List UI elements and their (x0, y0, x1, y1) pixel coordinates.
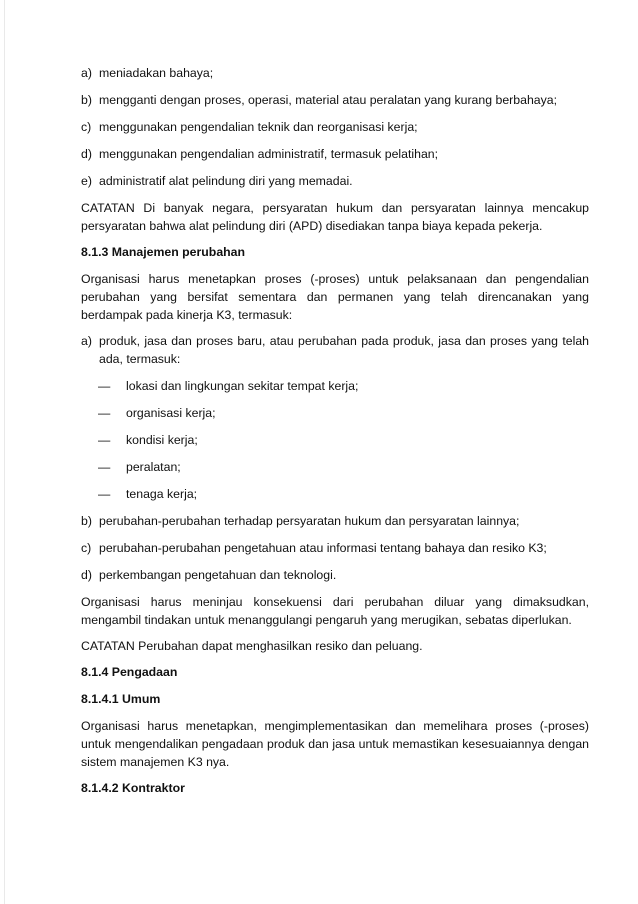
note-paragraph: CATATAN Di banyak negara, persyaratan hukum dan persyaratan lainnya mencakup persyaratan bahwa alat pelindung diri (APD) disediakan tanpa biaya kepada pekerja. (81, 201, 589, 233)
body-paragraph: Organisasi harus menetapkan, mengimplementasikan dan memelihara proses (-proses) untuk mengendalikan pengadaan produk dan jasa untuk memastikan kesesuaiannya dengan sistem manajemen K3 nya. (81, 719, 589, 769)
sub-list-item-text: peralatan; (126, 460, 181, 474)
list-item (81, 332, 589, 368)
list-item-text: perubahan-perubahan pengetahuan atau informasi tentang bahaya dan resiko K3; (99, 541, 547, 555)
list-marker: e) (81, 174, 92, 188)
list-marker: d) (81, 568, 92, 582)
list-item (81, 145, 589, 163)
list-item (81, 539, 589, 557)
document-body (81, 64, 589, 806)
list-item-text: perubahan-perubahan terhadap persyaratan hukum dan persyaratan lainnya; (99, 514, 520, 528)
dash-marker: — (98, 433, 111, 447)
page-edge (4, 0, 5, 904)
list-marker: a) (81, 66, 92, 80)
list-item (81, 566, 589, 584)
list-item (81, 91, 589, 109)
list-item-text: mengganti dengan proses, operasi, material atau peralatan yang kurang berbahaya; (99, 93, 558, 107)
sub-list-item (81, 458, 589, 476)
dash-marker: — (98, 460, 111, 474)
list-item-text: perkembangan pengetahuan dan teknologi. (99, 568, 337, 582)
list-marker: a) (81, 334, 92, 348)
list-item-text: menggunakan pengendalian teknik dan reorganisasi kerja; (99, 120, 418, 134)
list-item (81, 118, 589, 136)
note-paragraph: CATATAN Perubahan dapat menghasilkan resiko dan peluang. (81, 639, 423, 653)
list-item-text: produk, jasa dan proses baru, atau perubahan pada produk, jasa dan proses yang telah ada, termasuk: (99, 334, 589, 366)
list-marker: b) (81, 93, 92, 107)
sub-list-item-text: lokasi dan lingkungan sekitar tempat kerja; (126, 379, 359, 393)
body-paragraph: Organisasi harus meninjau konsekuensi dari perubahan diluar yang dimaksudkan, mengambil tindakan untuk menanggulangi pengaruh yang merugikan, sebatas diperlukan. (81, 595, 589, 627)
list-item-text: administratif alat pelindung diri yang memadai. (99, 174, 353, 188)
list-item (81, 172, 589, 190)
section-heading: 8.1.3 Manajemen perubahan (81, 245, 246, 259)
sub-list-item-text: organisasi kerja; (126, 406, 216, 420)
sub-list-item (81, 431, 589, 449)
list-marker: d) (81, 147, 92, 161)
sub-list-item (81, 377, 589, 395)
dash-marker: — (98, 406, 111, 420)
sub-list-item (81, 404, 589, 422)
subsection-heading: 8.1.4.2 Kontraktor (81, 781, 185, 795)
list-marker: c) (81, 120, 92, 134)
sub-list-item (81, 485, 589, 503)
dash-marker: — (98, 379, 111, 393)
sub-list-item-text: tenaga kerja; (126, 487, 198, 501)
subsection-heading: 8.1.4.1 Umum (81, 692, 161, 706)
list-item (81, 512, 589, 530)
list-marker: b) (81, 514, 92, 528)
list-marker: c) (81, 541, 92, 555)
list-item (81, 64, 589, 82)
body-paragraph: Organisasi harus menetapkan proses (-proses) untuk pelaksanaan dan pengendalian perubahan yang bersifat sementara dan permanen yang telah direncanakan yang berdampak pada kinerja K3, termasuk: (81, 272, 589, 322)
sub-list-item-text: kondisi kerja; (126, 433, 198, 447)
list-item-text: menggunakan pengendalian administratif, termasuk pelatihan; (99, 147, 439, 161)
list-item-text: meniadakan bahaya; (99, 66, 214, 80)
section-heading: 8.1.4 Pengadaan (81, 665, 178, 679)
dash-marker: — (98, 487, 111, 501)
